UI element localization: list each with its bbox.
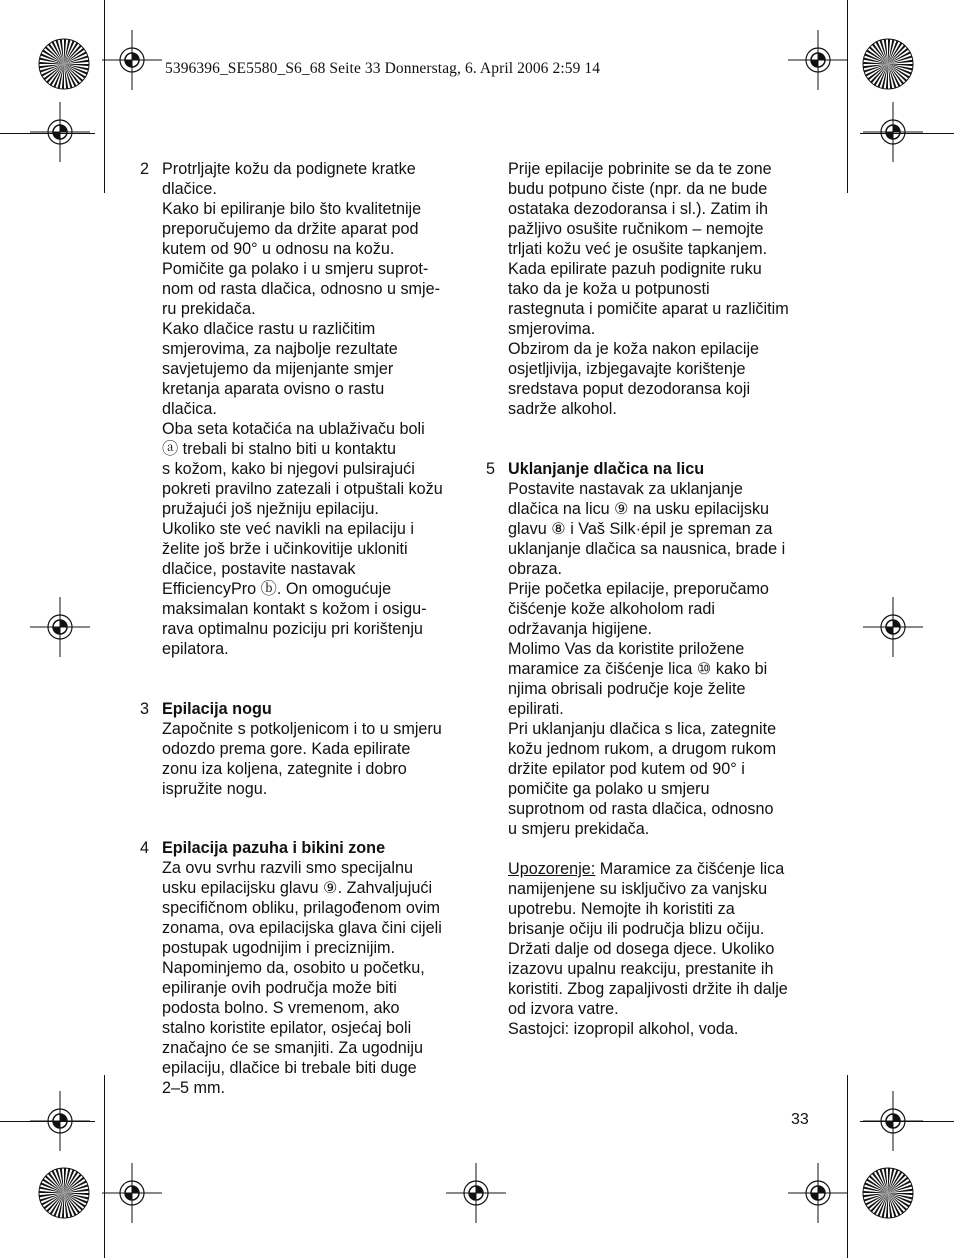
left-column xyxy=(140,159,480,1098)
text-line: smjerovima, za najbolje rezultate xyxy=(162,340,398,358)
text-line: izazovu upalnu reakciju, prestanite ih xyxy=(508,960,774,978)
registration-crosshair xyxy=(30,1091,90,1151)
text-line: postupak ugodnijim i preciznijim. xyxy=(162,939,396,957)
text-line: pomičite ga polako u smjeru xyxy=(508,780,710,798)
section-title: Epilacija pazuha i bikini zone xyxy=(162,839,386,857)
text-line: Držati dalje od dosega djece. Ukoliko xyxy=(508,940,775,958)
text-line: kretanja aparata ovisno o rastu xyxy=(162,380,385,398)
text-line: maramice za čišćenje lica ⑩ kako bi xyxy=(508,660,768,678)
text-line: u smjeru prekidača. xyxy=(508,820,650,838)
text-line: kutem od 90° u odnosu na kožu. xyxy=(162,240,395,258)
text-line: njima obrisali područje koje želite xyxy=(508,680,746,698)
text-line: uklanjanje dlačica sa nausnica, brade i xyxy=(508,540,786,558)
registration-crosshair xyxy=(788,30,848,90)
section-title: Epilacija nogu xyxy=(162,700,272,718)
text-line: držite epilator pod kutem od 90° i xyxy=(508,760,745,778)
text-line: od izvora vatre. xyxy=(508,1000,619,1018)
section-number: 2 xyxy=(140,160,150,178)
text-line: sadrže alkohol. xyxy=(508,400,617,418)
text-line: Pri uklanjanju dlačica s lica, zategnite xyxy=(508,720,777,738)
text-line: pažljivo osušite ručnikom – nemojte xyxy=(508,220,764,238)
text-line: smjerovima. xyxy=(508,320,596,338)
section-2 xyxy=(140,159,480,659)
registration-crosshair xyxy=(863,1091,923,1151)
section-2-body xyxy=(162,159,480,659)
text-line: zonu iza koljena, zategnite i dobro xyxy=(162,760,407,778)
text-line: Započnite s potkoljenicom i to u smjeru xyxy=(162,720,442,738)
page-number: 33 xyxy=(791,1111,809,1128)
registration-crosshair xyxy=(30,597,90,657)
text-line: suprotnom od rasta dlačica, odnosno xyxy=(508,800,774,818)
text-line: specifičnom obliku, prilagođenom ovim xyxy=(162,899,441,917)
warning xyxy=(486,859,821,1039)
text-line: Ukoliko ste već navikli na epilaciju i xyxy=(162,520,414,538)
registration-crosshair xyxy=(788,1163,848,1223)
text-line: nom od rasta dlačica, odnosno u smje- xyxy=(162,280,441,298)
text-line: namijenjene su isključivo za vanjsku xyxy=(508,880,768,898)
text-line: Pomičite ga polako i u smjeru suprot- xyxy=(162,260,429,278)
text-line: rava optimalnu poziciju pri korištenju xyxy=(162,620,423,638)
text-line: čišćenje kože alkoholom radi xyxy=(508,600,715,618)
text-line: budu potpuno čiste (npr. da ne bude xyxy=(508,180,768,198)
text-line: s kožom, kako bi njegovi pulsirajući xyxy=(162,460,415,478)
text-line: ru prekidača. xyxy=(162,300,256,318)
text-line: pokreti pravilno zatezali i otpuštali kožu xyxy=(162,480,443,498)
registration-crosshair xyxy=(102,1163,162,1223)
text-line: Prije početka epilacije, preporučamo xyxy=(508,580,769,598)
text-line: Molimo Vas da koristite priložene xyxy=(508,640,745,658)
text-line: podosta bolno. S vremenom, ako xyxy=(162,999,400,1017)
text-line: EfficiencyPro ⓑ. On omogućuje xyxy=(162,580,392,598)
text-line: glavu ⑧ i Vaš Silk·épil je spreman za xyxy=(508,520,773,538)
text-line: Protrljajte kožu da podignete kratke xyxy=(162,160,416,178)
text-line: Obzirom da je koža nakon epilacije xyxy=(508,340,760,358)
text-line: epilatora. xyxy=(162,640,229,658)
section-title: Uklanjanje dlačica na licu xyxy=(508,460,705,478)
text-line: Prije epilacije pobrinite se da te zone xyxy=(508,160,772,178)
text-line: odozdo prema gore. Kada epilirate xyxy=(162,740,411,758)
print-header: 5396396_SE5580_S6_68 Seite 33 Donnerstag, 6. April 2006 2:59 14 xyxy=(165,60,601,77)
text-line: trljati kožu već je osušite tapkanjem. xyxy=(508,240,768,258)
text-line: Oba seta kotačića na ublaživaču boli xyxy=(162,420,425,438)
text-line: Sastojci: izopropil alkohol, voda. xyxy=(508,1020,739,1038)
text-line: obraza. xyxy=(508,560,562,578)
intro-text xyxy=(486,159,821,419)
text-line: usku epilacijsku glavu ⑨. Zahvaljujući xyxy=(162,879,433,897)
text-line: ⓐ trebali bi stalno biti u kontaktu xyxy=(162,440,396,458)
registration-crosshair xyxy=(446,1163,506,1223)
starburst-mark xyxy=(39,39,89,89)
text-line: tako da je koža u potpunosti xyxy=(508,280,710,298)
text-line: epilirati. xyxy=(508,700,564,718)
registration-crosshair xyxy=(863,597,923,657)
text-line: savjetujemo da mijenjante smjer xyxy=(162,360,394,378)
registration-crosshair xyxy=(30,102,90,162)
text-line: sredstava poput dezodoransa koji xyxy=(508,380,751,398)
warning-first-line xyxy=(508,859,821,879)
text-line: kožu jednom rukom, a drugom rukom xyxy=(508,740,777,758)
text-line: stalno koristite epilator, osjećaj boli xyxy=(162,1019,412,1037)
text-line: Za ovu svrhu razvili smo specijalnu xyxy=(162,859,414,877)
registration-crosshair xyxy=(102,30,162,90)
section-number: 3 xyxy=(140,700,150,718)
text-line: želite još brže i učinkovitije ukloniti xyxy=(162,540,408,558)
text-line: epilaciju, dlačice bi trebale biti duge xyxy=(162,1059,417,1077)
text-line: Napominjemo da, osobito u početku, xyxy=(162,959,425,977)
section-4 xyxy=(140,838,480,1098)
text-line: brisanje očiju ili područja blizu očiju. xyxy=(508,920,765,938)
text-line: upotrebu. Nemojte ih koristiti za xyxy=(508,900,735,918)
section-5 xyxy=(486,459,821,839)
starburst-mark xyxy=(863,1168,913,1218)
section-number: 4 xyxy=(140,839,150,857)
text-line: maksimalan kontakt s kožom i osigu- xyxy=(162,600,427,618)
warning-label: Upozorenje: xyxy=(508,860,596,878)
text-line: Kada epilirate pazuh podignite ruku xyxy=(508,260,762,278)
starburst-mark xyxy=(863,39,913,89)
text-line: dlačica. xyxy=(162,400,217,418)
text-line: značajno će se smanjiti. Za ugodniju xyxy=(162,1039,423,1057)
text-line: Postavite nastavak za uklanjanje xyxy=(508,480,743,498)
text-line: održavanja higijene. xyxy=(508,620,652,638)
text-line: epiliranje ovih područja može biti xyxy=(162,979,397,997)
text-line: zonama, ova epilacijska glava čini cijeli xyxy=(162,919,442,937)
text-line: pružajući još nježniju epilaciju. xyxy=(162,500,379,518)
text-line: preporučujemo da držite aparat pod xyxy=(162,220,419,238)
text-line: dlačice. xyxy=(162,180,217,198)
right-column xyxy=(486,159,821,1039)
text-line: ostataka dezodoransa i sl.). Zatim ih xyxy=(508,200,769,218)
text-line: 2–5 mm. xyxy=(162,1079,225,1097)
section-3 xyxy=(140,699,480,799)
text-line: Kako bi epiliranje bilo što kvalitetnije xyxy=(162,200,422,218)
text-line: osjetljivija, izbjegavajte korištenje xyxy=(508,360,746,378)
text-line: dlačica na licu ⑨ na usku epilacijsku xyxy=(508,500,770,518)
starburst-mark xyxy=(39,1168,89,1218)
text-line: ispružite nogu. xyxy=(162,780,268,798)
text-line: rastegnuta i pomičite aparat u različitim xyxy=(508,300,789,318)
text-line: koristiti. Zbog zapaljivosti držite ih dalje xyxy=(508,980,788,998)
section-number: 5 xyxy=(486,460,496,478)
text-line: Maramice za čišćenje lica xyxy=(595,860,785,878)
text-line: dlačice, postavite nastavak xyxy=(162,560,356,578)
registration-crosshair xyxy=(863,102,923,162)
text-line: Kako dlačice rastu u različitim xyxy=(162,320,376,338)
